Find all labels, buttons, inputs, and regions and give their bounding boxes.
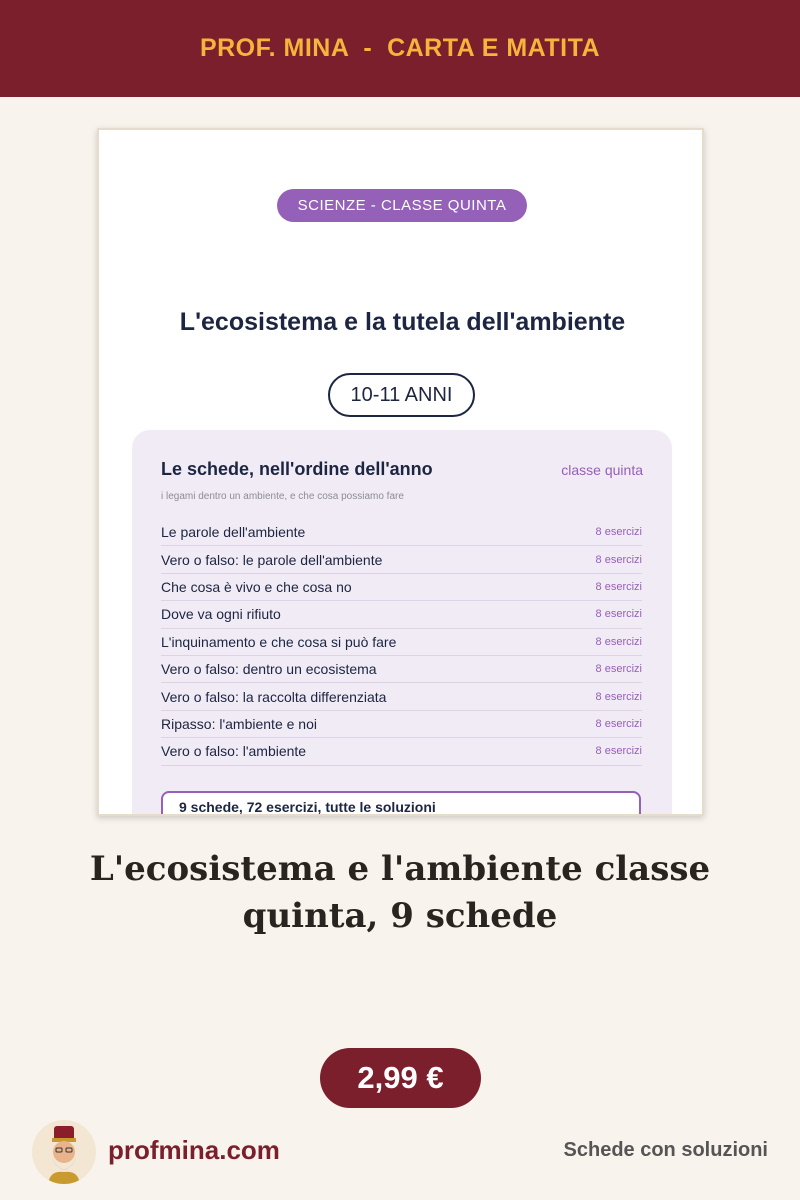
list-item-title: Che cosa è vivo e che cosa no [161, 578, 352, 595]
list-item-count: 8 esercizi [595, 663, 642, 676]
list-item-count: 8 esercizi [595, 745, 642, 758]
list-item-title: Vero o falso: l'ambiente [161, 743, 307, 760]
price-badge[interactable]: 2,99 € [320, 1048, 481, 1108]
list-item-count: 8 esercizi [595, 553, 642, 566]
site-link[interactable]: profmina.com [108, 1135, 280, 1165]
age-badge: 10-11 ANNI [328, 373, 475, 417]
list-item [161, 546, 642, 573]
list-item-count: 8 esercizi [595, 690, 642, 703]
list-item [161, 683, 642, 710]
list-item-count: 8 esercizi [595, 608, 642, 621]
list-item-title: Le parole dell'ambiente [161, 524, 306, 541]
list-item-count: 8 esercizi [595, 580, 642, 593]
list-item [161, 711, 642, 738]
list-item-title: Dove va ogni rifiuto [161, 606, 281, 623]
list-heading: Le schede, nell'ordine dell'anno [161, 459, 433, 479]
list-item-title: Vero o falso: dentro un ecosistema [161, 661, 377, 678]
top-banner [0, 0, 800, 97]
caption-line-2: quinta, 9 schede [242, 896, 558, 936]
teacher-avatar-icon [32, 1120, 96, 1184]
list-item [161, 738, 642, 765]
list-item-count: 8 esercizi [595, 717, 642, 730]
footer-note: Schede con soluzioni [563, 1139, 768, 1161]
document-title: L'ecosistema e la tutela dell'ambiente [179, 308, 626, 336]
worksheet-list-card [132, 430, 672, 816]
list-item [161, 519, 642, 546]
list-item [161, 629, 642, 656]
banner-title: PROF. MINA - CARTA E MATITA [199, 34, 601, 62]
list-item-title: Vero o falso: le parole dell'ambiente [161, 551, 383, 568]
list-item-count: 8 esercizi [595, 526, 642, 539]
list-item [161, 656, 642, 683]
list-item [161, 601, 642, 628]
product-preview[interactable] [97, 128, 704, 816]
list-item [161, 574, 642, 601]
worksheet-list [161, 519, 642, 766]
subject-badge: SCIENZE - CLASSE QUINTA [277, 189, 527, 222]
list-item-title: Vero o falso: la raccolta differenziata [161, 688, 387, 705]
list-item-count: 8 esercizi [595, 635, 642, 648]
list-tag: classe quinta [561, 462, 643, 478]
list-subheading: i legami dentro un ambiente, e che cosa possiamo fare [161, 491, 404, 502]
list-item-title: L'inquinamento e che cosa si può fare [161, 633, 397, 650]
product-caption [0, 846, 800, 940]
caption-line-1: L'ecosistema e l'ambiente classe [89, 849, 711, 889]
list-item-title: Ripasso: l'ambiente e noi [161, 715, 317, 732]
summary-box: 9 schede, 72 esercizi, tutte le soluzioni [161, 791, 641, 816]
